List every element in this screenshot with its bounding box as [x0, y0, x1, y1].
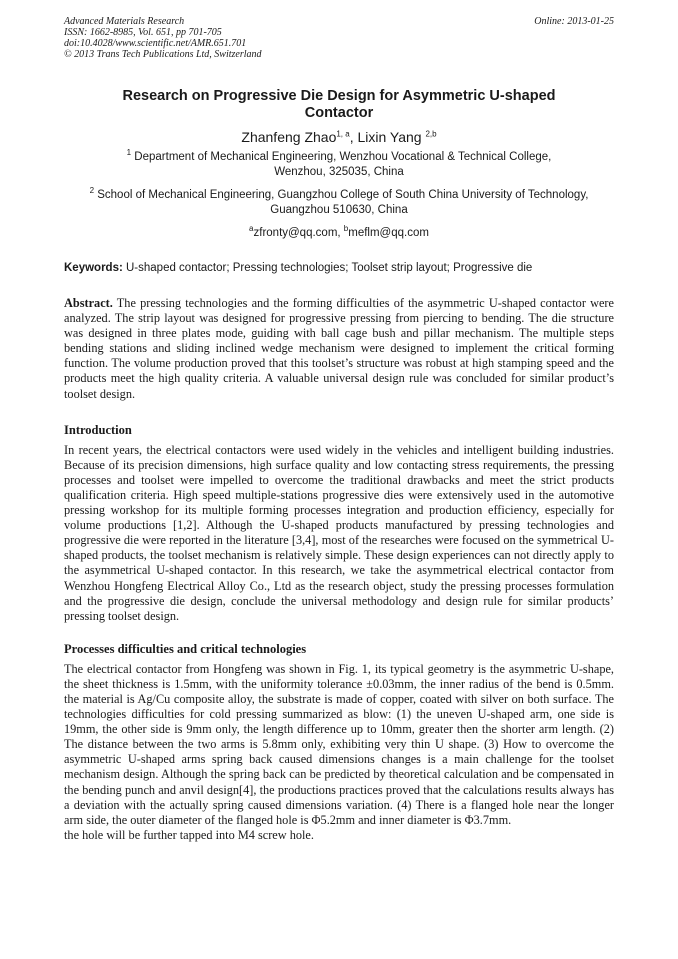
affiliation-1-line-1: Department of Mechanical Engineering, Wenzhou Vocational & Technical College,	[131, 151, 552, 163]
author-separator: ,	[349, 129, 358, 145]
author-1-name: Zhanfeng Zhao	[241, 129, 337, 145]
email-a-mark: a	[249, 224, 254, 234]
section-processes-last-line: the hole will be further tapped into M4 screw hole.	[64, 827, 314, 842]
affiliation-2	[64, 188, 614, 218]
copyright-line: © 2013 Trans Tech Publications Ltd, Switzerland	[64, 49, 262, 60]
affiliation-2-line-1: School of Mechanical Engineering, Guangzhou College of South China University of Technology,	[94, 189, 589, 201]
abstract-text: The pressing technologies and the forming difficulties of the asymmetric U-shaped contactor were analyzed. The strip layout was designed for progressive pressing from piercing to bending. The die structure was designed in three plates mode, guiding with ball cage bush and pillar mechanism. The multiple steps bending stations and sliding inclined wedge mechanism were designed to implement the critical forming function. The volume production proved that this toolset’s structure was robust at high stamping speed and the products meet the high quality criteria. A valuable universal design rule was concluded for similar product’s toolset design.	[64, 296, 614, 401]
keywords	[64, 261, 614, 276]
abstract	[64, 296, 614, 402]
header-row	[64, 16, 614, 27]
doi-line: doi:10.4028/www.scientific.net/AMR.651.701	[64, 38, 247, 49]
title-line-1: Research on Progressive Die Design for Asymmetric U-shaped	[122, 88, 556, 104]
author-list	[64, 128, 614, 146]
paper-page	[64, 16, 614, 843]
author-1-affil-mark: 1, a	[336, 129, 350, 139]
email-b-mark: b	[343, 224, 349, 234]
issn-line: ISSN: 1662-8985, Vol. 651, pp 701-705	[64, 27, 222, 38]
affiliation-1	[64, 150, 614, 180]
email-b: meflm@qq.com	[348, 227, 429, 239]
author-2-affil-mark: 2,b	[425, 129, 437, 139]
author-emails	[64, 226, 614, 241]
publication-info	[64, 27, 614, 60]
section-processes-heading: Processes difficulties and critical technologies	[64, 641, 307, 656]
keywords-label: Keywords:	[64, 262, 123, 274]
title-line-2: Contactor	[304, 105, 374, 121]
journal-name: Advanced Materials Research	[64, 16, 185, 27]
section-introduction-text: In recent years, the electrical contactors were used widely in the vehicles and intelligent building industries. Because of its precision dimensions, high surface quality and low contacting stress requirements, the pressing processes and toolset were impelled to overcome the traditional drawbacks and meet the strict products qualification criteria. High speed multiple-stations progressive dies were extensively used in the automotive pressing workshop for its multiple forming processes integration and production efficiency, especially for volume productions [1,2]. Although the U-shaped products manufactured by pressing technologies and progressive die were reported in the literature [3,4], most of the researches were focused on the symmetrical U-shaped products, the toolset mechanism is relatively simple. These design experiences can not directly apply to the asymmetrical U-shaped contactor. In this research, we take the asymmetrical electrical contactor from Wenzhou Hongfeng Electrical Alloy Co., Ltd as the research object, study the pressing processes formulation and the progressive die design, conclude the universal methodology and design rule for similar products’ pressing toolset design.	[64, 442, 614, 623]
affiliation-2-line-2: Guangzhou 510630, China	[270, 204, 408, 216]
paper-title	[64, 88, 614, 122]
author-2-name: Lixin Yang	[357, 129, 426, 145]
keywords-text: U-shaped contactor; Pressing technologies; Toolset strip layout; Progressive die	[122, 262, 533, 274]
section-introduction-heading: Introduction	[64, 422, 132, 437]
abstract-label: Abstract.	[64, 296, 113, 310]
email-a: zfronty@qq.com,	[253, 227, 344, 239]
affiliation-2-mark: 2	[89, 186, 95, 196]
section-processes-text: The electrical contactor from Hongfeng was shown in Fig. 1, its typical geometry is the asymmetric U-shape, the sheet thickness is 1.5mm, with the uniformity tolerance ±0.03mm, the inner radius of the bend is 0.5mm. the material is Ag/Cu composite alloy, the substrate is made of copper, coated with silver on both surface. The technologies difficulties for cold pressing summarized as blow: (1) the uneven U-shaped arm, one side is 19mm, the other side is 9mm only, the length difference up to 10mm, greater then the shorter arm length. (2) The distance between the two arms is 5.8mm only, exhibiting very thin U shape. (3) How to overcome the asymmetric U-shaped arms spring back caused dimensions changes is a main challenge for the toolset mechanism design. Although the spring back can be predicted by theoretical calculation and be compensated in the bending punch and anvil design[4], the productions practices proved that the calculations results always has a deviation with the actually spring caused dimensions variation. (4) There is a flanged hole near the longer arm side, the outer diameter of the flanged hole is Φ5.2mm and inner diameter is Φ3.7mm.	[64, 661, 614, 827]
affiliation-1-mark: 1	[126, 148, 132, 158]
affiliation-1-line-2: Wenzhou, 325035, China	[274, 166, 404, 178]
online-date: Online: 2013-01-25	[534, 16, 614, 27]
